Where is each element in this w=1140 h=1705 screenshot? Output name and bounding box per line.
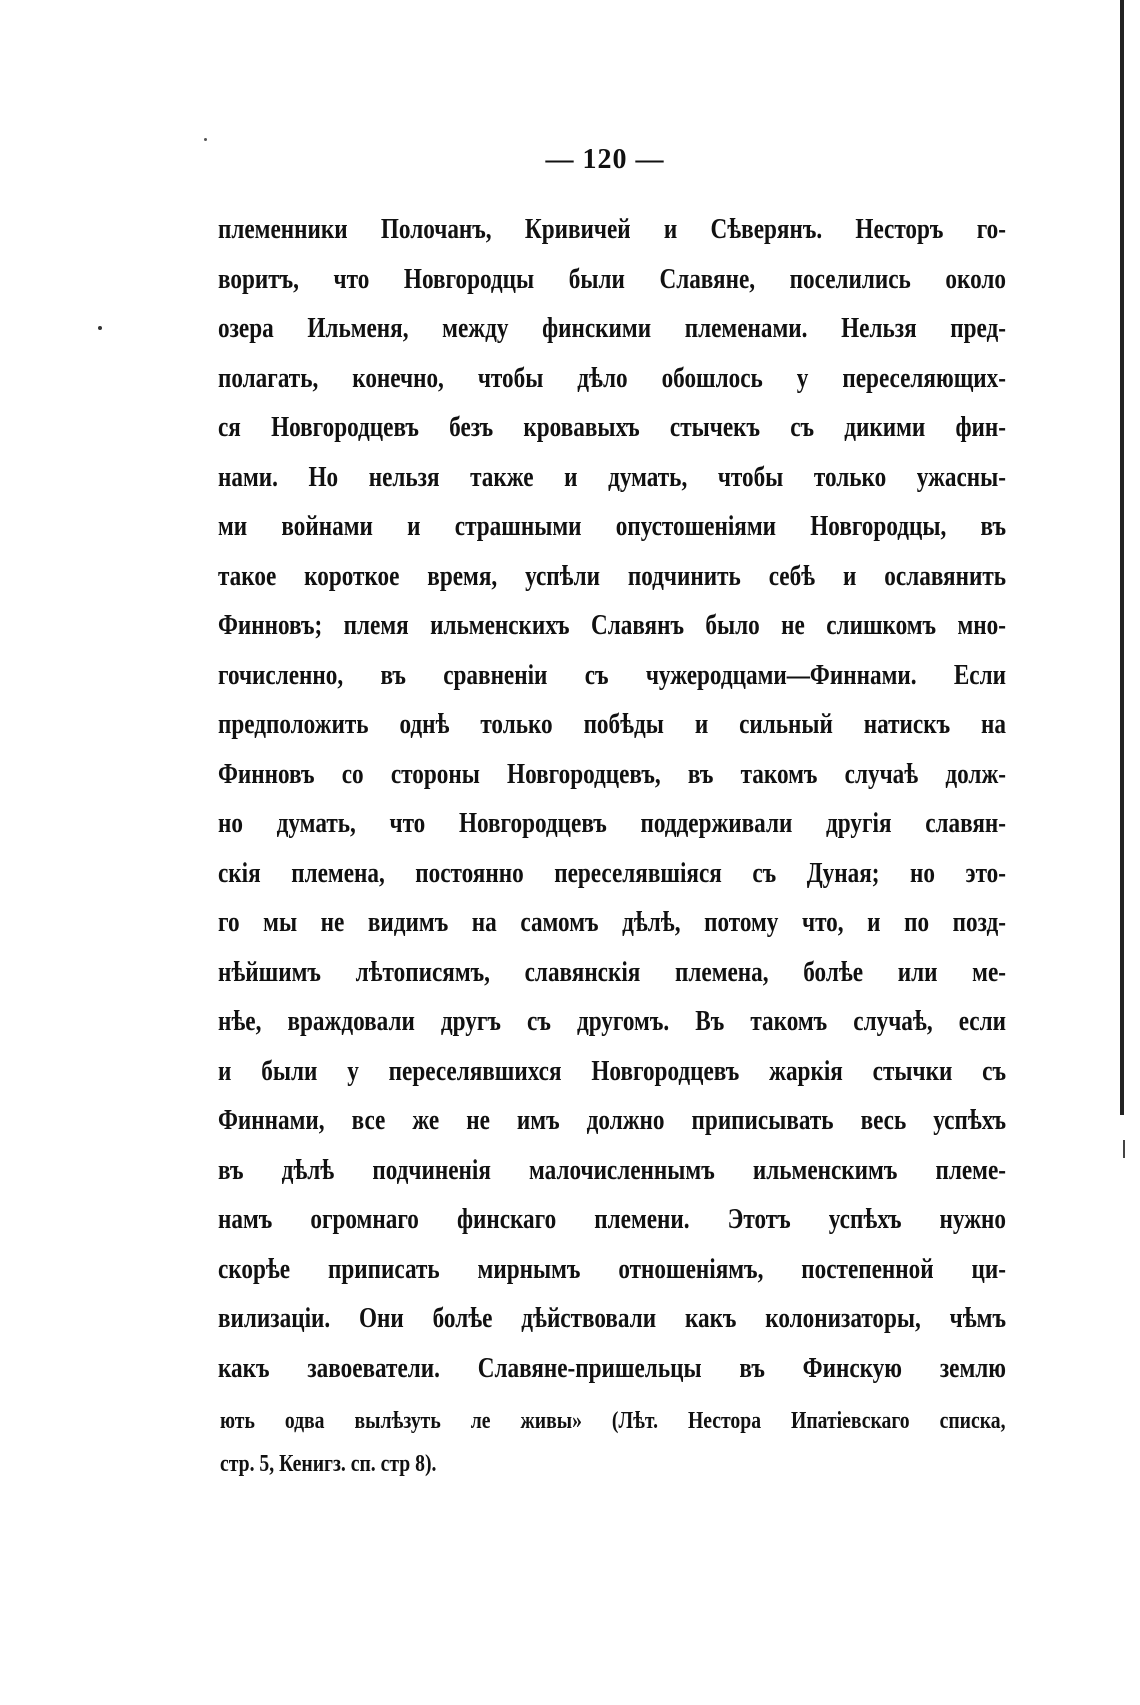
text-line: го мы не видимъ на самомъ дѣлѣ, потому что, и по позд- (218, 906, 1006, 938)
text-line: ми войнами и страшными опустошеніями Новгородцы, въ (218, 510, 1006, 542)
text-line: нѣе, враждовали другъ съ другомъ. Въ такомъ случаѣ, если (218, 1005, 1006, 1037)
text-line: полагать, конечно, чтобы дѣло обошлось у переселяющих- (218, 361, 1006, 394)
body-text (218, 205, 1006, 1393)
text-line: намъ огромнаго финскаго племени. Этотъ успѣхъ нужно (218, 1203, 1006, 1235)
text-line: Финновъ со стороны Новгородцевъ, въ такомъ случаѣ долж- (218, 757, 1006, 790)
page-edge-tick (1123, 1140, 1125, 1158)
page-number: — 120 — (545, 144, 665, 175)
text-line: нами. Но нельзя также и думать, чтобы только ужасны- (218, 460, 1006, 493)
text-line: въ дѣлѣ подчиненія малочисленнымъ ильменскимъ племе- (218, 1153, 1006, 1186)
text-line: Финновъ; племя ильменскихъ Славянъ было не слишкомъ мно- (218, 609, 1006, 641)
footnote-line: стр. 5, Кенигз. сп. стр 8). (220, 1451, 437, 1477)
footnote (220, 1400, 1006, 1486)
text-line: племенники Полочанъ, Кривичей и Сѣверянъ. Несторъ го- (218, 213, 1006, 245)
text-line: такое короткое время, успѣли подчинить себѣ и ославянить (218, 559, 1006, 592)
scan-speck (98, 326, 102, 330)
text-line: вилизаціи. Они болѣе дѣйствовали какъ колонизаторы, чѣмъ (218, 1302, 1006, 1334)
text-line: но думать, что Новгородцевъ поддерживали другія славян- (218, 807, 1006, 839)
text-line: озера Ильменя, между финскими племенами. Нельзя пред- (218, 312, 1006, 344)
text-line: гочисленно, въ сравненіи съ чужеродцами—Финнами. Если (218, 658, 1006, 691)
scan-speck (204, 138, 207, 141)
text-line: предположить однѣ только побѣды и сильный натискъ на (218, 708, 1006, 740)
text-line: скія племена, постоянно переселявшіяся съ Дуная; но это- (218, 856, 1006, 889)
text-line: ся Новгородцевъ безъ кровавыхъ стычекъ съ дикими фин- (218, 411, 1006, 443)
text-line: скорѣе приписать мирнымъ отношеніямъ, постепенной ци- (218, 1252, 1006, 1285)
text-line: нѣйшимъ лѣтописямъ, славянскія племена, болѣе или ме- (218, 955, 1006, 988)
footnote-line: ють одва вылѣзуть ле живы» (Лѣт. Нестора Ипатіевскаго списка, (220, 1408, 1006, 1434)
text-line: и были у переселявшихся Новгородцевъ жаркія стычки съ (218, 1054, 1006, 1087)
text-line: Финнами, все же не имъ должно приписывать весь успѣхъ (218, 1104, 1006, 1136)
text-line: какъ завоеватели. Славяне-пришельцы въ Финскую землю (218, 1351, 1006, 1384)
text-line: воритъ, что Новгородцы были Славяне, поселились около (218, 262, 1006, 295)
